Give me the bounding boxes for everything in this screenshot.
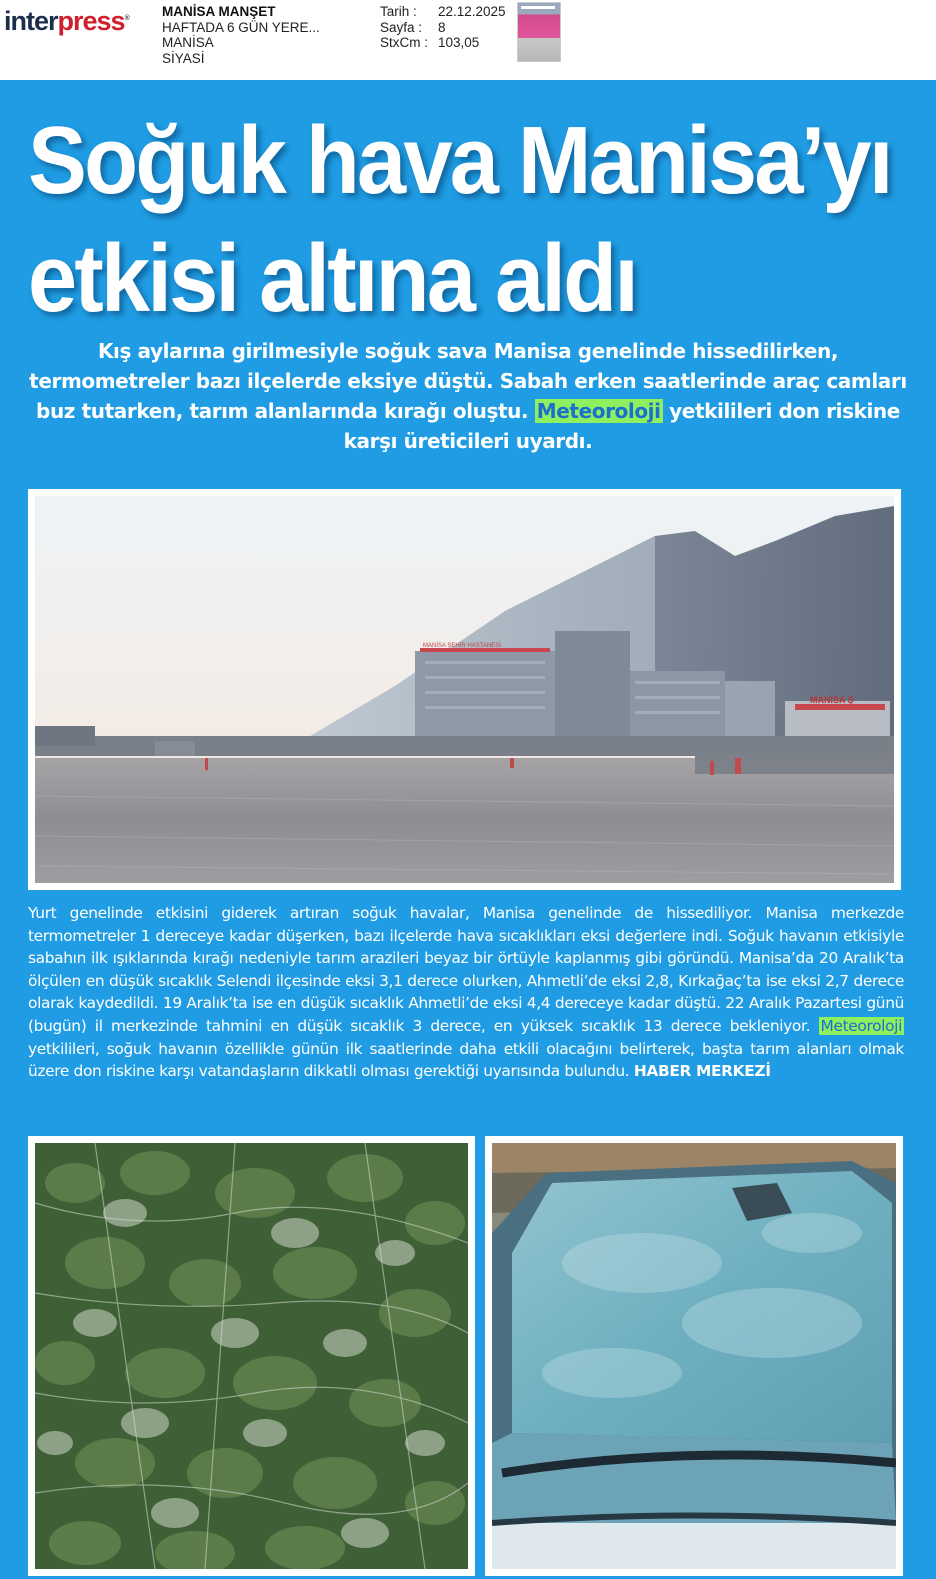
main-photo — [35, 496, 894, 883]
headline — [28, 102, 891, 338]
publication-frequency: HAFTADA 6 GÜN YERE... — [162, 19, 320, 35]
frozen-windshield-photo — [492, 1143, 896, 1569]
frosty-field-hospital-photo — [35, 496, 894, 883]
interpress-logo — [4, 6, 129, 37]
page-value: 8 — [438, 19, 446, 35]
headline-line-2: etkisi altına aldı — [28, 225, 637, 332]
logo-inter-text: inter — [4, 6, 58, 36]
clipping-details — [380, 4, 506, 51]
logo-registered-mark: ® — [124, 15, 129, 22]
date-value: 22.12.2025 — [438, 4, 506, 19]
frost-plants-photo — [35, 1143, 468, 1569]
hospital-sign-text-right: MANİSA Ş — [810, 695, 854, 705]
date-label: Tarih : — [380, 4, 417, 19]
size-label: StxCm : — [380, 35, 429, 50]
body-text-1: Yurt genelinde etkisini giderek artıran soğuk havalar, Manisa genelinde de hissediliyor. Manisa merkezde termometreler 1 dereceye kadar düşerken, bazı ilçelerde hava sıcaklıkları eksi değerlere indi. Soğuk havanın etkisiyle sabahın ilk ışıklarında kırağı nedeniyle tarım arazileri beyaz bir örtüyle kaplanmış gibi göründü. Manisa’da 20 Aralık’ta ölçülen en düşük sıcaklık Selendi ilçesinde eksi 3,1 derece olurken, Ahmetli’de eksi 2,8, Kırkağaç’ta ise eksi 2,7 derece olarak kaydedildi. 19 Aralık’ta ise en düşük sıcaklık Ahmetli’de eksi 4,4 dereceye kadar düştü. 22 Aralık Pazartesi günü (bugün) il merkezinde tahmini en düşük sıcaklık 3 derece, en yüksek sıcaklık 13 derece bekleniyor. — [28, 904, 904, 1035]
publication-city: MANİSA — [162, 35, 214, 50]
lead-highlight: Meteoroloji — [536, 399, 661, 423]
article — [0, 80, 936, 1579]
hospital-sign-text: MANİSA ŞEHİR HASTANESİ — [423, 643, 501, 649]
clipping-header — [0, 0, 936, 80]
lead-text-2: yetkilileri don riskine karşı üreticileri uyardı. — [343, 399, 900, 453]
publication-info — [162, 4, 320, 66]
logo-press-text: press — [57, 6, 125, 36]
body-highlight: Meteoroloji — [820, 1016, 902, 1035]
lead-text-1: Kış aylarına girilmesiyle soğuk sava Manisa genelinde hissedilirken, termometreler bazı ilçelerde eksiye düştü. Sabah erken saatlerinde araç camları buz tutarken, tarım alanlarında kırağı oluştu. — [29, 339, 907, 423]
frozen-windshield-photo-frame — [485, 1136, 903, 1576]
main-photo-frame — [28, 489, 901, 890]
byline: HABER MERKEZİ — [633, 1062, 771, 1081]
publication-name: MANİSA MANŞET — [162, 4, 276, 19]
page-thumbnail[interactable] — [517, 2, 561, 62]
headline-line-1: Soğuk hava Manisa’yı — [28, 107, 891, 214]
size-value: 103,05 — [438, 35, 480, 50]
frost-plants-photo-frame — [28, 1136, 475, 1576]
publication-category: SİYASİ — [162, 50, 205, 66]
lead-paragraph — [20, 336, 916, 456]
page-label: Sayfa : — [380, 19, 423, 35]
frosted-leaves-photo — [35, 1143, 468, 1569]
frozen-car-windshield-photo — [492, 1143, 896, 1569]
body-paragraph — [28, 902, 904, 1083]
body-text-2: yetkilileri, soğuk havanın özellikle günün ilk saatlerinde daha etkili olacağını belirterek, başta tarım alanları olmak üzere don riskine karşı vatandaşların dikkatli olması gerektiği uyarısında bulundu. — [28, 1039, 904, 1081]
